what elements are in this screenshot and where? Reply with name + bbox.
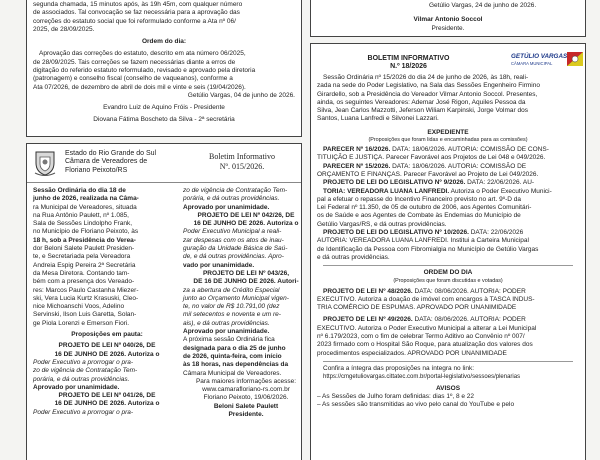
entry-bold: TORIA: VEREADORA LUANA LANFREDI. <box>323 187 450 195</box>
bulletin-line: te, e Secretariada pela Vereadora <box>33 253 131 261</box>
entry-text: ORÇAMENTO E FINANÇAS. Parecer Favorável ao Projeto de Lei 049/2026. <box>317 170 539 178</box>
entry-text: 2023 firmado com o Hospital São Roque, para atualização dos valores dos <box>317 341 533 349</box>
bulletin-line: Proposições em pauta: <box>71 331 143 339</box>
entry-line <box>317 229 579 237</box>
bulletin-line: na Rua Antônio Paulett, nº 1.085, <box>33 211 129 219</box>
bulletin-line: às 18 horas, nas dependências da <box>183 361 289 369</box>
bulletin-line: no Município de Floriano Peixoto, às <box>33 228 139 236</box>
intro-line: Girardello, sob a Presidência do Vereador Vilmar Antonio Soccol. Presentes, <box>317 90 538 98</box>
entry-text: Getúlio Vargas/RS, e dá outras providências. <box>317 220 447 228</box>
bulletin-line: www.camarafloriano-rs.com.br <box>202 386 290 394</box>
entry-line <box>317 204 579 212</box>
bulletin-line: porária, e dá outras providências. <box>183 195 280 203</box>
bulletin-line: Floriano Peixoto, 19/06/2026. <box>203 394 289 402</box>
chamber-logo <box>511 50 583 72</box>
entry-text: DATA: 22/06/2026 <box>468 229 524 237</box>
agenda-line: Aprovação das correções do estatuto, descrito em ata número 06/2025, <box>39 50 246 58</box>
bulletin-line: nice Michoanschi Voos, Adelino <box>33 303 125 311</box>
agenda-line: (patronagem) e conselho fiscal (conselho de vaqueanos), conforme a <box>33 75 233 83</box>
signature-president: Evandro Luiz de Aquino Fróis - Presidente <box>103 104 225 112</box>
bulletin-line: PROJETO DE LEI Nº 042/26, DE <box>197 211 295 219</box>
bulletin-line: Sessão Ordinária do dia 18 de <box>33 187 126 194</box>
bulletin-line: guração da Unidade Básica de Saú- <box>183 245 288 253</box>
bulletin-line: Andreia Espig Pereira 2ª Secretária <box>33 261 136 269</box>
divider <box>323 265 573 266</box>
bulletin-number: N.º 18/2026 <box>390 63 427 70</box>
entry-text: DATA: 18/06/2026. AUTORIA: COMISSÃO DE <box>390 162 527 170</box>
notice-item: – As sessões são transmitidas ao vivo pelo canal do YouTube e pelo <box>317 401 515 409</box>
bulletin-line: za a abertura de Crédito Especial <box>183 286 280 294</box>
bulletin-line: porária, e dá outras providências. <box>33 375 130 383</box>
signature-role: Presidente. <box>431 24 465 32</box>
bulletin-line: ge Piola Lorenzi e Emerson Fiori. <box>33 319 130 327</box>
agenda-line: digitação do referido estatuto reformulado, revisado e aprovado pela diretoria <box>33 67 256 75</box>
entry-text: DATA: 08/06/2026. AUTORIA: PODER <box>412 287 526 295</box>
bulletin-number: Nº. 015/2026. <box>219 162 265 171</box>
order-subheading: (Proposições que foram discutidas e votadas) <box>393 277 503 284</box>
entry-text: DATA: 08/06/2026. AUTORIA: PODER <box>412 316 526 324</box>
bulletin-line: de, e dá outras providências. Apro- <box>183 253 284 261</box>
bulletin-line: PROJETO DE LEI Nº 041/26, DE <box>58 392 156 400</box>
entry-text: EXECUTIVO. Autoriza a doação de imóvel com encargos à TASCA INDUS- <box>317 295 535 303</box>
entry-text: EXECUTIVO. Autoriza o Poder Executivo Municipal a alterar a Lei Municipal <box>317 324 537 332</box>
divider <box>323 361 573 362</box>
agenda-line: de 28/09/2025. Tais correções se fazem necessárias diante a erros de <box>33 58 236 66</box>
bulletin-column-1 <box>33 187 181 417</box>
proposals-link[interactable]: https://cmgetuliovargas.cittatec.com.br/portal-legislativo/sessoes/plenarias <box>323 374 521 381</box>
entry-line <box>317 304 579 312</box>
entry-bold: PROJETO DE LEI Nº 48/2026. <box>323 287 413 295</box>
signature-date: Getúlio Vargas, 24 de junho de 2026. <box>429 2 537 9</box>
entry-text: pal a efetuar o repasse do Incentivo Financeiro previsto no art. 9º-D da <box>317 195 521 203</box>
bulletin-line: Beloni Salete Paulett <box>213 402 279 410</box>
notice-line: 2025, de 28/09/2025. <box>33 25 95 33</box>
bulletin-line: PROJETO DE LEI Nº 043/26, <box>202 269 290 277</box>
bulletin-header <box>27 144 301 183</box>
entry-line <box>317 296 579 304</box>
bulletin-line: A próxima sessão Ordinária fica <box>183 336 275 344</box>
intro-line: Santos, Luana Lanfredi e Silvonei Lazzari. <box>317 115 439 123</box>
logo-subtitle: CÂMARA MUNICIPAL <box>511 61 553 66</box>
notice-line: correções do estatuto social que foi reformulado conforme a Ata nº 06/ <box>33 17 236 25</box>
entry-line <box>317 316 579 324</box>
flag-icon <box>567 52 583 66</box>
agenda-line: Ata 07/2026, de dezembro de abril de dois mil e vinte e seis (19/04/2026). <box>33 83 246 91</box>
entry-line <box>317 246 579 254</box>
entry-text: DATA: 18/06/2026. AUTORIA: COMISSÃO DE CONS- <box>390 146 549 154</box>
bulletin-title: BOLETIM INFORMATIVO <box>367 55 450 62</box>
entry-line <box>317 154 579 162</box>
entry-line <box>317 341 579 349</box>
header-state: Estado do Rio Grande do Sul <box>65 150 157 157</box>
entry-line <box>317 237 579 245</box>
bulletin-line: Aprovado por unanimidade. <box>183 328 270 336</box>
entry-line <box>317 212 579 220</box>
entry-line <box>317 254 579 262</box>
bulletin-line: mil setecentos e noventa e um re- <box>183 311 281 319</box>
bulletin-line: Poder Executivo a prorrogar o pra- <box>33 358 134 366</box>
expedient-subheading: (Proposições que foram lidas e encaminhadas para as comissões) <box>368 137 528 144</box>
entry-text: nº 6.179/2023, com o fim de celebrar Termo Aditivo ao Convênio nº 007/ <box>317 333 525 341</box>
bulletin-line: ski, Vera Lucia Kurtz Krasuski, Cleo- <box>33 294 139 302</box>
bulletin-column-2 <box>183 187 302 419</box>
bulletin-line: ais), e dá outras providências. <box>183 319 270 327</box>
entry-text: AUTORIA: VEREADORA LUANA LANFREDI. Institui a Carteira Municipal <box>317 237 529 245</box>
bulletin-line: res: Marcos Paulo Castanha Miezer- <box>33 286 139 294</box>
signature-name: Vilmar Antonio Soccol <box>413 16 483 24</box>
bulletin-line: Aprovado por unanimidade. <box>33 383 120 391</box>
bulletin-line: dor Beloni Salete Paulett Presiden- <box>33 245 135 253</box>
agenda-date: Getúlio Vargas, 04 de junho de 2026. <box>187 91 295 99</box>
header-chamber: Câmara de Vereadores de <box>65 158 148 166</box>
entry-line <box>317 171 579 179</box>
signature-box-continuation <box>310 0 586 37</box>
entry-line <box>317 288 579 296</box>
entry-line <box>317 188 579 196</box>
entry-text: e dá outras providências. <box>317 253 390 261</box>
bulletin-line: de 2026, quinta-feira, com início <box>183 352 282 360</box>
bulletin-line: designada para o dia 25 de junho <box>183 344 286 352</box>
bulletin-line: junho de 2026, realizada na Câma- <box>33 195 139 203</box>
bulletin-line: 16 DE JUNHO DE 2026. Autoriza o <box>54 350 160 358</box>
bulletin-line: Servinski, Ilson Luis Garetta, Solan- <box>33 311 137 319</box>
notice-line: segunda chamada, 15 minutos após, às 19h 45m, com qualquer número <box>33 1 243 8</box>
entry-text: procedimentos especializados. APROVADO POR UNANIMIDADE <box>317 349 507 357</box>
notice-item: – As Sessões de Julho foram definidas: dias 1º, 8 e 22 <box>317 392 475 400</box>
bulletin-line: Para maiores informações acesse: <box>195 377 297 385</box>
bulletin-line: junto ao Orçamento Municipal vigen- <box>183 294 289 302</box>
intro-line: ainda, os seguintes Vereadores: Ademar José Rigon, Aquiles Pessoa da <box>317 98 526 106</box>
entry-line <box>317 221 579 229</box>
bulletin-line: zo de vigência de Contratação Tem- <box>33 367 138 375</box>
session-intro <box>317 74 579 124</box>
confirm-line: Confira a íntegra das proposições na íntegra no link: <box>323 364 475 372</box>
header-city: Floriano Peixoto/RS <box>65 166 128 174</box>
bulletin-line: vado por unanimidade. <box>183 261 255 269</box>
bulletin-line: PROJETO DE LEI Nº 040/26, DE <box>58 342 156 350</box>
entry-text: Lei Federal nº 11.350, de 05 de outubro de 2006, aos Agentes Comunitári- <box>317 204 532 212</box>
getulio-vargas-bulletin <box>310 43 586 460</box>
coat-of-arms-icon <box>33 149 57 177</box>
bulletin-line: da Mesa Diretora. Contando tam- <box>33 269 130 277</box>
bulletin-line: zar despesas com os atos de inau- <box>183 236 284 244</box>
entry-line <box>317 196 579 204</box>
bulletin-line: Sala de Sessões Lindolpho Frank, <box>33 220 133 228</box>
bulletin-line: Poder Executivo Municipal a reali- <box>183 228 282 236</box>
floriano-peixoto-bulletin <box>26 143 302 460</box>
entry-line <box>317 163 579 171</box>
entry-line <box>317 350 579 358</box>
notice-line: de associados. Tal convocação se faz necessária para a aprovação das <box>33 9 240 17</box>
entry-line <box>317 333 579 341</box>
bulletin-line: bém com a presença dos Vereado- <box>33 278 135 286</box>
entry-bold: PARECER Nº 16/2026. <box>323 146 391 154</box>
bulletin-line: Câmara Municipal de Vereadores. <box>183 369 282 377</box>
intro-line: Sessão Ordinária nº 15/2026 do dia 24 de junho de 2026, às 18h, reali- <box>323 74 529 81</box>
bulletin-line: Aprovado por unanimidade. <box>183 203 270 211</box>
bulletin-line: Presidente. <box>228 411 264 419</box>
agenda-heading: Ordem do dia: <box>141 38 187 46</box>
entry-bold: PROJETO DE LEI DO LEGISLATIVO Nº 10/2026. <box>323 229 469 237</box>
entry-line <box>317 325 579 333</box>
entry-text: TITUIÇÃO E JUSTIÇA. Parecer Favorável aos Projetos de Lei 048 e 049/2026. <box>317 154 546 162</box>
entry-text: DATA: 22/06/2026. AU- <box>465 179 535 187</box>
bulletin-line: Poder Executivo a prorrogar o pra- <box>33 408 134 416</box>
expedient-list <box>317 146 579 262</box>
logo-name: GETÚLIO VARGAS <box>511 53 568 60</box>
entry-text: de Identificação da Pessoa com Fibromialgia no Município de Getúlio Vargas <box>317 245 539 253</box>
association-notice-continuation <box>26 0 302 137</box>
entry-bold: PARECER Nº 15/2026. <box>323 162 391 170</box>
entry-bold: PROJETO DE LEI Nº 49/2026. <box>323 316 413 324</box>
notices-heading: AVISOS <box>435 384 461 392</box>
bulletin-line: ra Municipal de Vereadores, situada <box>33 203 137 211</box>
bulletin-line: DE 16 DE JUNHO DE 2026. Autori- <box>193 278 299 286</box>
entry-text: TRIA COMÉRCIO DE ESPUMAS. APROVADO POR UNANIMIDADE <box>317 304 517 312</box>
bulletin-line: zo de vigência de Contratação Tem- <box>183 187 288 194</box>
signature-secretary: Diovana Fátima Boscheto da Silva - 2ª secretária <box>93 115 235 123</box>
entry-bold: PROJETO DE LEI DO LEGISLATIVO Nº 9/2026. <box>323 179 466 187</box>
entry-line <box>317 179 579 187</box>
order-list <box>317 288 579 358</box>
bulletin-line: 18 h, sob a Presidência do Verea- <box>33 236 136 244</box>
entry-text: os de Saúde e aos Agentes de Combate às Endemias do Município de <box>317 212 521 220</box>
entry-text: Autoriza o Poder Executivo Munici- <box>449 187 552 195</box>
order-heading: ORDEM DO DIA <box>423 269 473 277</box>
bulletin-line: 16 DE JUNHO DE 2026. Autoriza o <box>193 220 299 228</box>
expedient-heading: EXPEDIENTE <box>427 128 469 136</box>
bulletin-line: te, no valor de R$ 10.791,00 (dez <box>183 303 280 311</box>
bulletin-line: 16 DE JUNHO DE 2026. Autoriza o <box>54 400 160 408</box>
intro-line: Silva, Jean Carlos Mazzotti, Jeferson Wiliam Karpinski, Jorge Volmar dos <box>317 107 528 115</box>
intro-line: zada na sede do Poder Legislativo, na Sala das Sessões Engenheiro Firmino <box>317 82 540 90</box>
bulletin-title: Boletim Informativo <box>209 152 275 161</box>
